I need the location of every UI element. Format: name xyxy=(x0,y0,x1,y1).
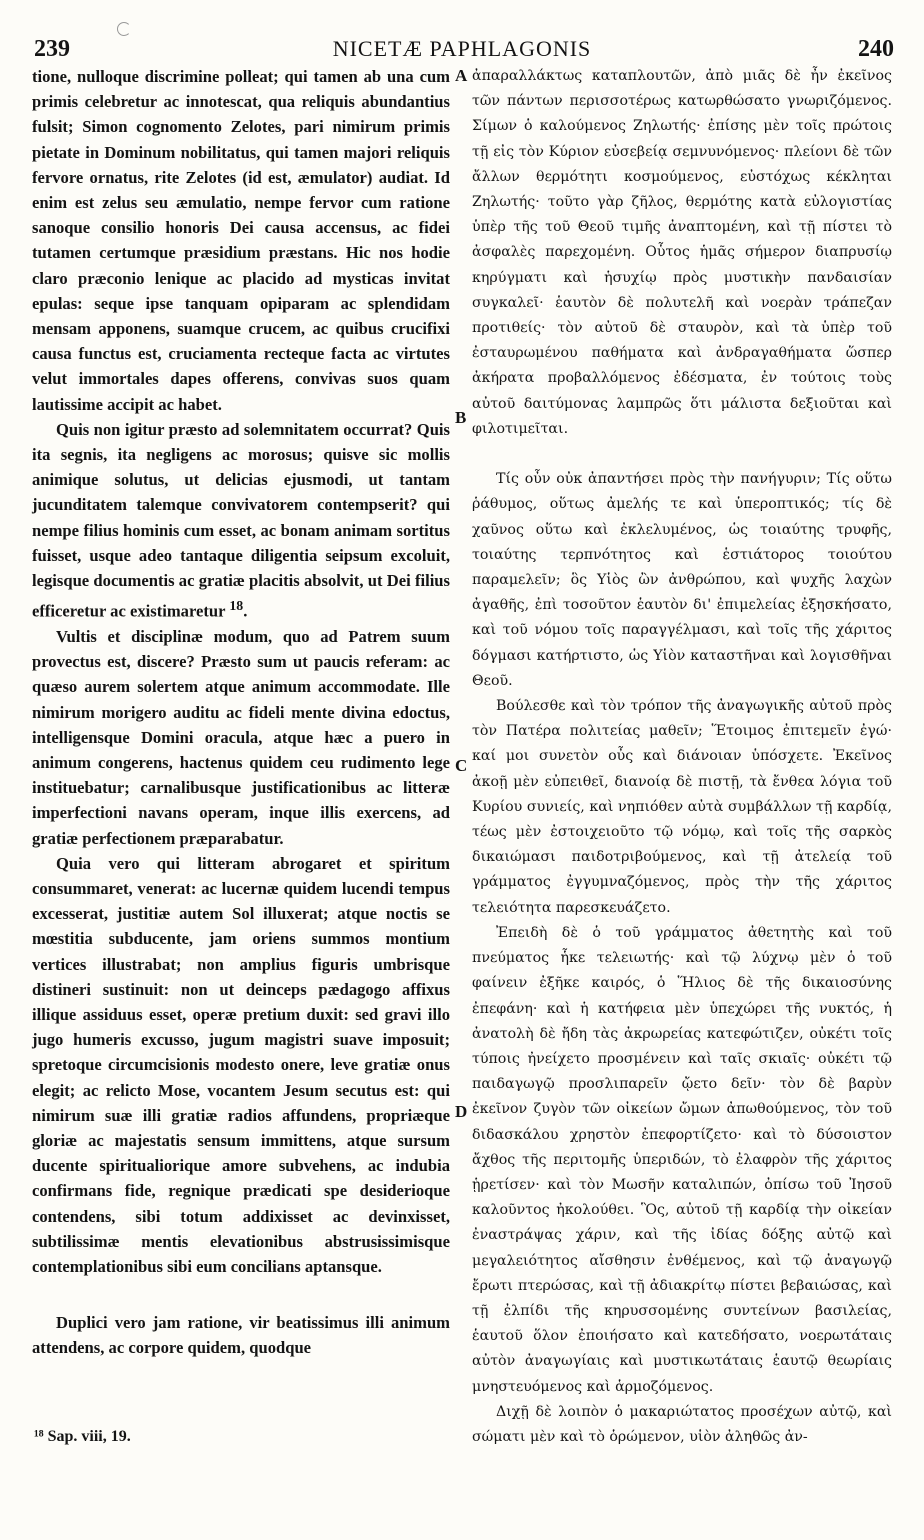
footnote-ref: 18 xyxy=(229,598,244,614)
latin-paragraph-2: Quis non igitur præsto ad solemnitatem occurrat? Quis ita segnis, ita negligens ac morosus; quisve sic mollis animique solutus, ut delicias ejusmodi, ut tantam jucunditatem talemque convivatorem contempserit? qui nempe filius hominis cum esset, ac bonam animam sortitus fuisset, usque adeo tantaque diligentia seipsum excoluit, legisque documentis ac gratiæ placitis absolvit, ut Dei filius efficeretur ac existimaretur $^{18}$. xyxy=(32,419,450,621)
latin-paragraph-4: Quia vero qui litteram abrogaret et spiritum consummaret, venerat: ac lucernæ quidem lucendi tempus excesserat, justitiæ autem Sol illuxerat; atque noctis se mœstitia subducente, jam oriens summos montium vertices illustrabat; non amplius figuris umbrisque distineri sustinuit: non ut deinceps pædagogo affixus illique assiduus esset, operæ pretium duxit: sed gravi illo jugo humeris excusso, jugum magistri suave imposuit; spretoque circumcisionis modesto onere, leve gratiæ onus elegit; ac relicto Mose, vocantem Jesum secutus est: qui nimirum suæ illi gratiæ radios affundens, propriæque gloriæ ac majestatis sensum immittens, atque sursum ducente spiritualiorique amore subvehens, ac indubia confirmans fide, regnique prædicati spe desiderioque contendens, sibi totum addixisset ac devinxisset, subtilissimæ mentis elevationibus abstrusissimisque contemplationibus sibi eum concilians aptansque. xyxy=(32,853,450,1277)
greek-column xyxy=(472,64,892,1450)
margin-letter-a: A xyxy=(455,66,468,85)
greek-paragraph-3: Βούλεσθε καὶ τὸν τρόπον τῆς ἀναγωγικῆς αὐτοῦ πρὸς τὸν Πατέρα πολιτείας μαθεῖν; Ἕτοιμος ἐπιτεμεῖν ἐγώ· καί μοι συνετὸν οὖς καὶ διάνοιαν ὑπόσχετε. Ἐκεῖνος ἀκοῇ μὲν εὐπειθεῖ, διανοίᾳ δὲ πιστῇ, τὰ ἔνθεα λόγια τοῦ Κυρίου συνιείς, καὶ νηπιόθεν αὐτὰ συμβάλλων τῇ καρδίᾳ, τέως μὲν ἐστοιχειοῦτο τῷ νόμῳ, καὶ τοῖς τῆς σαρκὸς δικαιώμασι παιδοτριβούμενος, καὶ τῇ ἀτελείᾳ τοῦ γράμματος ἐγγυμναζόμενος, πρὸς τὴν τῆς χάριτος τελειότητα παρεσκευάζετο. xyxy=(472,698,892,916)
latin-column xyxy=(32,64,450,1361)
latin-paragraph-2-text: Quis non igitur præsto ad solemnitatem occurrat? Quis ita segnis, ita negligens ac morosus; quisve sic mollis animique solutus, ut delicias ejusmodi, ut tantam jucunditatem talemque convivatorem contempserit? qui nempe filius hominis cum esset, ac bonam animam sortitus fuisset, usque adeo tantaque diligentia seipsum excoluit, legisque documentis ac gratiæ placitis absolvit, ut Dei filius efficeretur ac existimaretur xyxy=(32,419,450,621)
greek-paragraph-5: Διχῇ δὲ λοιπὸν ὁ μακαριώτατος προσέχων αὐτῷ, καὶ σώματι μὲν καὶ τὸ ὁρώμενον, υἱὸν ἀληθῶς ἀν- xyxy=(472,1403,892,1445)
margin-letter-b: B xyxy=(455,408,467,427)
running-title: NICETÆ PAPHLAGONIS xyxy=(332,36,592,61)
ink-speck xyxy=(117,22,131,36)
latin-paragraph-3: Vultis et disciplinæ modum, quo ad Patrem suum provectus est, discere? Præsto sum ut paucis referam: ac quæso aurem solertem atque animum accommodate. Ille nimirum morigero auditu ac fideli mente divina edoctus, intelligensque Domini oracula, atque hæc a puero in animum congerens, hactenus quidem ceu rudimento lege instituebatur; carnalibusque justificationibus ac litteræ imperfectioni navans operam, inque illis exercens, ad gratiæ perfectionem præparabatur. xyxy=(32,627,450,848)
latin-paragraph-5: Duplici vero jam ratione, vir beatissimus illi animum attendens, ac corpore quidem, quodque xyxy=(32,1313,450,1358)
margin-letter-c: C xyxy=(455,756,468,775)
left-page-number: 239 xyxy=(34,36,70,62)
footnote: ¹⁸ Sap. viii, 19. xyxy=(34,1428,131,1445)
greek-paragraph-2: Τίς οὖν οὐκ ἀπαντήσει πρὸς τὴν πανήγυριν; Τίς οὕτω ῥάθυμος, οὕτως ἀμελής τε καὶ ὑπεροπτικός; τίς δὲ χαῦνος οὕτω καὶ ἐκλελυμένος, ὡς τοιαύτης τρυφῆς, τοιαύτης τερπνότητος καὶ ἑστιάτορος τοιούτου παραμελεῖν; ὃς Υἱὸς ὢν ἀνθρώπου, καὶ ψυχῆς λαχὼν ἀγαθῆς, ἐπὶ τοσοῦτον ἑαυτὸν δι' ἐπιμελείας ἐξησκήσατο, καὶ τοῦ νόμου τοῖς παραγγέλμασι, καὶ τοῖς τῆς χάριτος δόγμασι κατήρτιστο, ὡς Υἱὸν καταστῆναι καὶ λογισθῆναι Θεοῦ. xyxy=(472,471,892,689)
greek-paragraph-1: ἀπαραλλάκτως καταπλουτῶν, ἀπὸ μιᾶς δὲ ἦν ἐκεῖνος τῶν πάντων περισσοτέρως κατωρθώσατο γνωριζόμενος. Σίμων ὁ καλούμενος Ζηλωτής· ἐπίσης μὲν τοῖς πρώτοις τῇ εἰς τὸν Κύριον εὐσεβείᾳ σεμνυνόμενος· πλείονι δὲ τῶν ἄλλων θερμότητι κοσμούμενος, εὐστόχως κέκληται Ζηλωτής· τοῦτο γὰρ ζῆλος, θερμότης κατὰ εὐλογιστίας ὑπὲρ τῆς τοῦ Θεοῦ τιμῆς ἀναπτομένη, καὶ τῇ πίστει τὸ ἀσφαλὲς παρεχομένη. Οὗτος ἡμᾶς σήμερον διαπρυσίῳ κηρύγματι καὶ ἡσυχίῳ πρὸς μυστικὴν πανδαισίαν συγκαλεῖ· ἑαυτὸν δὲ πολυτελῆ καὶ νοερὰν τράπεζαν προτιθείς· τὸν αὐτοῦ δὲ σταυρὸν, καὶ τὰ ὑπὲρ τοῦ ἐσταυρωμένου παθήματα καὶ ἀνδραγαθήματα ὥσπερ ἀκήρατα προβαλλόμενος ἐδέσματα, ἐν τούτοις τοὺς αὐτοῦ δαιτύμονας λαμπρῶς ὅτι μάλιστα δεξιοῦται καὶ φιλοτιμεῖται. xyxy=(472,68,892,437)
latin-paragraph-1: tione, nulloque discrimine polleat; qui tamen ab una cum primis celebretur ac innotescat, qua reliquis abundantius fulsit; Simon cognomento Zelotes, pari nimirum primis pietate in Dominum nobilitatus, qui tamen majori reliquis fervore ornatus, rite Zelotes (id est, æmulator) audiat. Id enim est zelus seu æmulatio, nempe fervor cum ratione sanoque consilio honoris Dei causa accensus, ac fidei tutamen certumque præsidium præstans. Hic nos hodie claro præconio lenique ac placido ad mysticas invitat epulas: seque ipse tanquam opiparam ac splendidam mensam apponens, suamque crucem, ac quibus crucifixi causa functus est, cruciamenta recteque facta ac virtutes velut immortales dapes offerens, convivas suos quam lautissime accipit ac habet. xyxy=(32,67,450,414)
margin-letter-d: D xyxy=(455,1102,468,1121)
right-page-number: 240 xyxy=(858,36,894,62)
greek-paragraph-4: Ἐπειδὴ δὲ ὁ τοῦ γράμματος ἀθετητὴς καὶ τοῦ πνεύματος ἧκε τελειωτής· καὶ τῷ λύχνῳ μὲν ὁ τοῦ φαίνειν ἐξῆκε καιρός, ὁ Ἥλιος δὲ τῆς δικαιοσύνης ἐπεφάνη· καὶ ἡ κατήφεια μὲν ὑπεχώρει τῆς νυκτός, ἡ ἀνατολὴ δὲ ἤδη τὰς ἀκρωρείας κατεφώτιζεν, οὐκέτι τοῖς τύποις ἠνείχετο προσμένειν καὶ ταῖς σκιαῖς· οὐκέτι τῷ παιδαγωγῷ προσλιπαρεῖν ᾤετο δεῖν· τὸν δὲ βαρὺν ἐκεῖνον ζυγὸν τῶν οἰκείων ὤμων ἀπωθούμενος, τὸν τοῦ διδασκάλου χρηστὸν ἐπεφορτίζετο· καὶ τὸ δύσοιστον ἄχθος τῆς περιτομῆς ὑπεριδών, τὸ ἐλαφρὸν τῆς χάριτος ᾑρετίσεν· καὶ τὸν Μωσῆν καταλιπών, ὀπίσω τοῦ Ἰησοῦ καλοῦντος ἠκολούθει. Ὃς, αὐτοῦ τῇ καρδίᾳ τὴν οἰκείαν ἐναστράψας χάριν, καὶ τῆς ἰδίας δόξης αὐτῷ καὶ μεγαλειότητος αἴσθησιν ἐνθέμενος, καὶ τῷ ἀναγωγῷ ἔρωτι πτερώσας, καὶ τῇ ἀδιακρίτῳ πίστει βεβαιώσας, καὶ τῇ ἐλπίδι τῆς κηρυσσομένης συντείνων βασιλείας, ἑαυτοῦ ὅλον ἐποιήσατο καὶ κατεδήσατο, νοερωτάταις αὐτὸν ἀναγωγίαις καὶ μυστικωτάταις ἑαυτῷ θεωρίαις μνηστευόμενος καὶ ἁρμοζόμενος. xyxy=(472,924,892,1395)
